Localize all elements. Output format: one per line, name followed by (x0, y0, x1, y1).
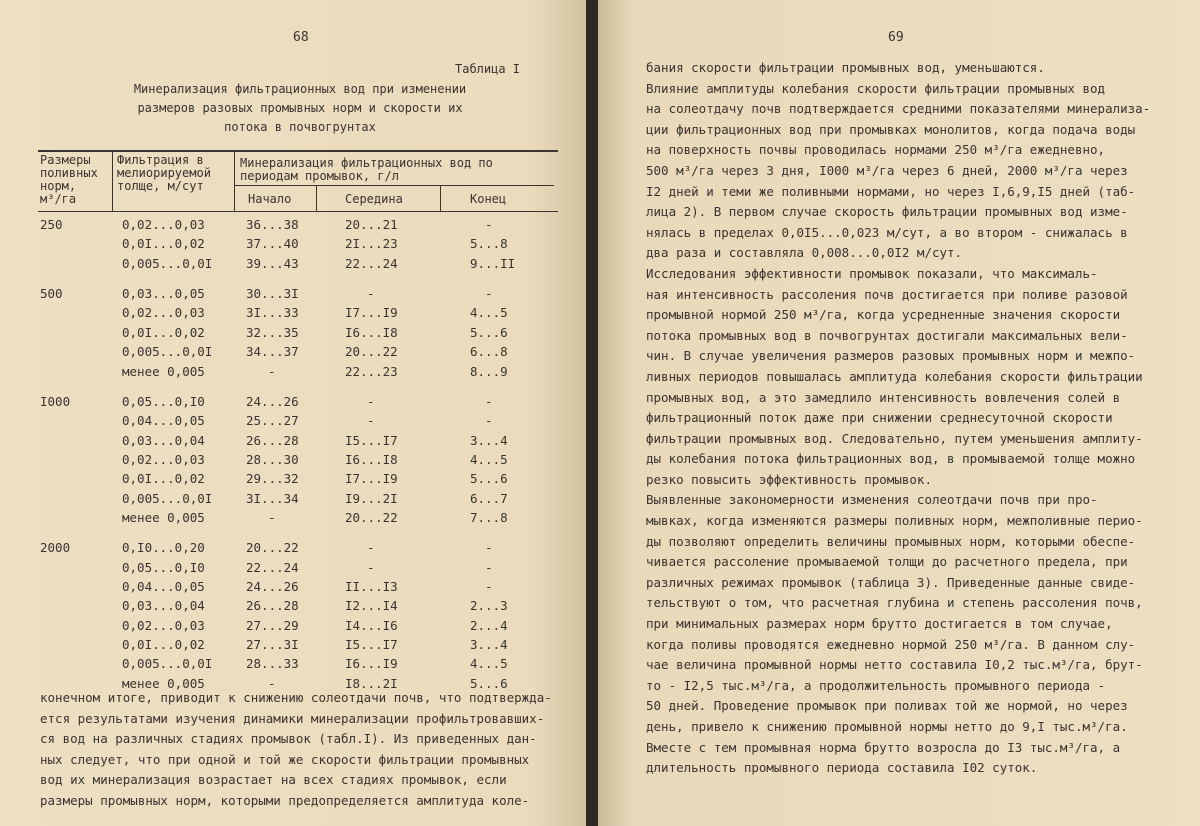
table-cell-row-filtration: 0,0I...0,02 (122, 236, 205, 252)
text-line: вод их минерализация возрастает на всех стадиях промывок, если (40, 772, 507, 788)
table-cell-row-middle: - (367, 540, 375, 556)
table-header-rule (38, 211, 558, 212)
header-start: Начало (248, 192, 292, 206)
table-cell-row-filtration: 0,02...0,03 (122, 451, 205, 467)
text-line: конечном итоге, приводит к снижению солеотдачи почв, что подтвержда- (40, 690, 552, 705)
text-line: ды позволяют определить величины промывных норм, которыми обеспе- (646, 533, 1136, 549)
text-line: чин. В случае увеличения размеров разовых промывных норм и межпо- (646, 348, 1136, 364)
header-middle: Середина (345, 192, 403, 206)
text-line: различных режимах промывок (таблица 3). Приведенные данные свиде- (646, 574, 1136, 590)
table-cell-row-filtration: 0,03...0,05 (122, 286, 205, 302)
text-line: чае величина промывной нормы нетто составила I0,2 тыс.м³/га, брут- (646, 657, 1143, 673)
table-cell-row-end: 3...4 (470, 637, 508, 652)
table-cell-row-end: - (485, 540, 493, 556)
text-line: 500 м³/га через 3 дня, I000 м³/га через 6 дней, 2000 м³/га через (646, 162, 1128, 178)
table-cell-row-start: 28...33 (246, 656, 299, 672)
table-cell-row-start: 24...26 (246, 579, 299, 594)
text-line: фильтрации промывных вод. Следовательно, путем уменьшения амплиту- (646, 430, 1143, 446)
table-cell-row-start: - (268, 363, 276, 379)
text-line: ется результатами изучения динамики минерализации профильтровавших- (40, 710, 545, 726)
text-line: ции фильтрационных вод при промывках монолитов, когда подача воды (646, 121, 1136, 137)
table-cell-row-middle: I6...I8 (345, 324, 398, 340)
table-cell-row-start: 25...27 (246, 413, 299, 429)
table-cell-row-filtration: 0,005...0,0I (122, 656, 213, 672)
text-line: Выявленные закономерности изменения солеотдачи почв при про- (646, 492, 1098, 508)
text-line: бания скорости фильтрации промывных вод, уменьшаются. (646, 60, 1045, 75)
text-line: потока промывных вод в почвогрунтах достигали максимальных вели- (646, 327, 1128, 343)
table-label: Таблица I (455, 62, 521, 76)
table-cell-row-middle: I2...I4 (345, 598, 398, 614)
table-cell-row-filtration: 0,02...0,03 (122, 617, 205, 633)
table-cell-row-end: - (485, 286, 493, 302)
table-cell-row-middle: - (367, 413, 375, 429)
table-cell-row-filtration: 0,05...0,I0 (122, 559, 205, 575)
table-cell-row-middle: I6...I8 (345, 451, 398, 467)
text-line: размеры промывных норм, которыми предопределяется амплитуда коле- (40, 792, 530, 808)
right-body-text (646, 58, 1186, 779)
table-cell-row-end: - (485, 579, 493, 594)
table-vrule (316, 186, 317, 211)
text-line: то - I2,5 тыс.м³/га, а продолжительность промывного периода - (646, 677, 1106, 693)
table-cell-row-start: 24...26 (246, 393, 299, 409)
header-filtration: Фильтрация в мелиорируемой толще, м/сут (117, 153, 211, 193)
table-cell-row-start: 36...38 (246, 217, 299, 232)
table-cell-row-middle: I8...2I (345, 675, 398, 691)
table-cell-row-start: 26...28 (246, 598, 299, 614)
text-line: на поверхность почвы проводилась нормами 250 м³/га ежедневно, (646, 142, 1106, 158)
table-cell-row-end: 2...4 (470, 617, 508, 633)
table-cell-row-middle: I9...2I (345, 490, 398, 506)
table-cell-row-start: 30...3I (246, 286, 299, 302)
table-cell-row-filtration: 0,03...0,04 (122, 432, 205, 448)
table-cell-row-end: 6...7 (470, 490, 508, 506)
table-cell-row-middle: 20...22 (345, 344, 398, 360)
text-line: Вместе с тем промывная норма брутто возросла до I3 тыс.м³/га, а (646, 739, 1121, 755)
table-cell-row-start: - (268, 675, 276, 691)
table-title-line: размеров разовых промывных норм и скорости их (137, 101, 463, 115)
table-cell-row-filtration: 0,05...0,I0 (122, 393, 205, 409)
table-cell-row-middle: - (367, 393, 375, 409)
table-cell-row-filtration: 0,03...0,04 (122, 598, 205, 614)
text-line: лица 2). В первом случае скорость фильтрации промывных вод изме- (646, 204, 1128, 220)
table-cell-row-middle: I5...I7 (345, 637, 398, 652)
table-cell-row-filtration: 0,I0...0,20 (122, 540, 205, 556)
table-cell-row-end: - (485, 393, 493, 409)
table-cell-row-filtration: 0,02...0,03 (122, 217, 205, 232)
text-line: два раза и составляла 0,008...0,0I2 м/сут. (646, 245, 963, 261)
table-cell-row-start: 29...32 (246, 471, 299, 487)
table-cell-row-end: 9...II (470, 255, 516, 271)
table-cell-row-middle: 22...24 (345, 255, 398, 271)
table-vrule (112, 151, 113, 211)
text-line: мывках, когда изменяются размеры поливных норм, межполивные перио- (646, 513, 1143, 529)
table-cell-row-filtration: менее 0,005 (122, 509, 205, 525)
table-cell-row-filtration: 0,0I...0,02 (122, 637, 205, 652)
table-cell-row-end: 5...6 (470, 675, 508, 691)
table-cell-row-end: 6...8 (470, 344, 508, 360)
table-cell-row-filtration: 0,005...0,0I (122, 344, 213, 360)
table-subheader-rule (234, 185, 554, 186)
text-line: ная интенсивность рассоления почв достигается при поливе разовой (646, 286, 1128, 302)
table-cell-row-middle: I6...I9 (345, 656, 398, 672)
table-cell-row-start: 3I...33 (246, 305, 299, 321)
text-line: тельствуют о том, что расчетная глубина и степень рассоления почв, (646, 595, 1143, 611)
text-line: когда поливы проводятся ежедневно нормой 250 м³/га. В данном слу- (646, 636, 1136, 652)
text-line: при минимальных размерах норм брутто достигается в том случае, (646, 616, 1113, 632)
text-line: ды колебания потока фильтрационных вод, в промываемой толще можно (646, 451, 1136, 467)
text-line: Влияние амплитуды колебания скорости фильтрации промывных вод (646, 80, 1106, 96)
table-cell-row-start: 26...28 (246, 432, 299, 448)
table-cell-row-norm: I000 (40, 393, 71, 409)
table-cell-row-start: 34...37 (246, 344, 299, 360)
table-cell-row-start: 32...35 (246, 324, 299, 340)
table-cell-row-start: 27...3I (246, 637, 299, 652)
table-cell-row-end: 5...6 (470, 471, 508, 487)
table-cell-row-filtration: менее 0,005 (122, 675, 205, 691)
table-cell-row-end: 2...3 (470, 598, 508, 614)
table-cell-row-middle: - (367, 559, 375, 575)
table-cell-row-middle: I4...I6 (345, 617, 398, 633)
table-vrule (440, 186, 441, 211)
table-cell-row-end: - (485, 217, 493, 232)
table-cell-row-end: 5...8 (470, 236, 508, 252)
table-title-line: потока в почвогрунтах (224, 120, 376, 134)
text-line: 50 дней. Проведение промывок при поливах той же нормой, но через (646, 698, 1128, 714)
table-cell-row-end: 5...6 (470, 324, 508, 340)
table-cell-row-start: 39...43 (246, 255, 299, 271)
table-cell-row-end: 7...8 (470, 509, 508, 525)
table-cell-row-filtration: 0,005...0,0I (122, 255, 213, 271)
text-line: день, привело к снижению промывной нормы нетто до 9,I тыс.м³/га. (646, 719, 1128, 734)
table-title (100, 80, 500, 137)
text-line: резко повысить эффективность промывок. (646, 471, 932, 487)
table-cell-row-norm: 500 (40, 286, 63, 302)
table-cell-row-norm: 2000 (40, 540, 71, 556)
page-number: 68 (293, 30, 309, 45)
table-cell-row-middle: I5...I7 (345, 432, 398, 448)
table-vrule (234, 151, 235, 211)
text-line: на солеотдачу почв подтверждается средними показателями минерализа- (646, 101, 1151, 117)
right-page (598, 0, 1200, 826)
table-cell-row-start: - (268, 509, 276, 525)
page-number: 69 (888, 30, 904, 45)
text-line: фильтрационный поток даже при снижении среднесуточной скорости (646, 410, 1113, 426)
table-cell-row-middle: II...I3 (345, 579, 398, 594)
table-cell-row-end: 4...5 (470, 305, 508, 321)
table-cell-row-middle: 20...22 (345, 509, 398, 525)
text-line: ных следует, что при одной и той же скорости фильтрации промывных (40, 751, 530, 767)
text-line: I2 дней и теми же поливными нормами, но через I,6,9,I5 дней (таб- (646, 183, 1136, 199)
table-title-line: Минерализация фильтрационных вод при изменении (133, 82, 467, 96)
table-cell-row-middle: 2I...23 (345, 236, 398, 252)
left-body-text (40, 688, 560, 812)
header-norm: Размеры поливных норм, м³/га (40, 153, 98, 206)
text-line: ся вод на различных стадиях промывок (табл.I). Из приведенных дан- (40, 731, 537, 747)
table-cell-row-end: - (485, 559, 493, 575)
table-cell-row-middle: 22...23 (345, 363, 398, 379)
table-cell-row-end: 8...9 (470, 363, 508, 379)
table-cell-row-end: 4...5 (470, 451, 508, 467)
table-cell-row-start: 3I...34 (246, 490, 299, 506)
header-end: Конец (470, 192, 507, 206)
table-cell-row-start: 28...30 (246, 451, 299, 467)
table-cell-row-middle: I7...I9 (345, 305, 398, 321)
text-line: длительность промывного периода составила I02 суток. (646, 760, 1038, 776)
text-line: нялась в пределах 0,0I5...0,023 м/сут, а во втором - снижалась в (646, 224, 1128, 240)
table-cell-row-filtration: менее 0,005 (122, 363, 205, 379)
text-line: ливных периодов повышалась амплитуда колебания скорости фильтрации (646, 368, 1143, 384)
text-line: Исследования эффективности промывок показали, что максималь- (646, 265, 1098, 281)
table-cell-row-end: 4...5 (470, 656, 508, 672)
table-cell-row-end: 3...4 (470, 432, 508, 448)
table-top-rule (38, 150, 558, 152)
table-cell-row-norm: 250 (40, 217, 63, 232)
table-cell-row-start: 20...22 (246, 540, 299, 556)
table-cell-row-filtration: 0,04...0,05 (122, 579, 205, 594)
text-line: промывных вод, а это замедлило интенсивность вовлечения солей в (646, 389, 1121, 405)
table-cell-row-filtration: 0,0I...0,02 (122, 471, 205, 487)
table-cell-row-start: 37...40 (246, 236, 299, 252)
table-cell-row-end: - (485, 413, 493, 429)
left-page (0, 0, 590, 826)
table-cell-row-filtration: 0,04...0,05 (122, 413, 205, 429)
table-cell-row-middle: I7...I9 (345, 471, 398, 487)
text-line: чивается рассоление промываемой толщи до расчетного предела, при (646, 554, 1128, 570)
table-cell-row-start: 22...24 (246, 559, 299, 575)
table-cell-row-start: 27...29 (246, 617, 299, 633)
text-line: промывной нормой 250 м³/га, когда усредненные значения скорости (646, 307, 1121, 323)
table-cell-row-filtration: 0,005...0,0I (122, 490, 213, 506)
table-cell-row-filtration: 0,0I...0,02 (122, 324, 205, 340)
table-cell-row-middle: - (367, 286, 375, 302)
table-cell-row-middle: 20...21 (345, 217, 398, 232)
table-cell-row-filtration: 0,02...0,03 (122, 305, 205, 321)
header-mineralization: Минерализация фильтрационных вод по периодам промывок, г/л (240, 156, 493, 183)
